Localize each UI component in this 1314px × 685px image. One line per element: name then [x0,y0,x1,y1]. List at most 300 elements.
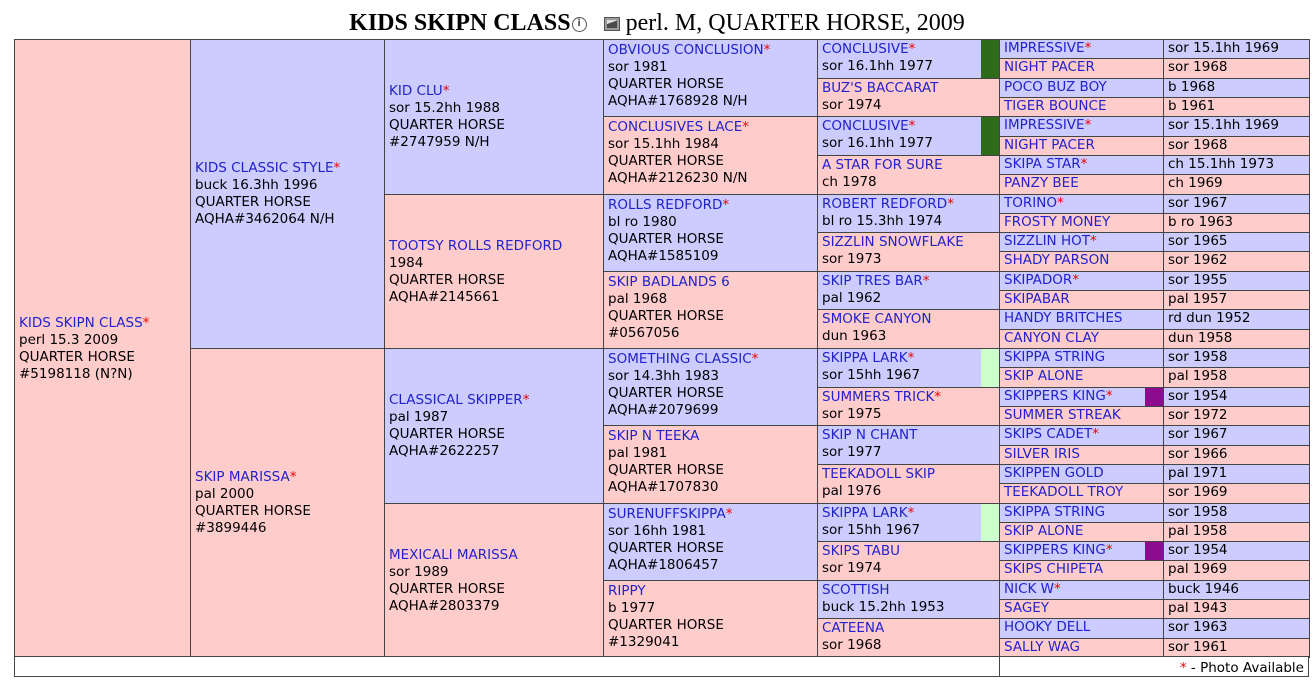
horse-name-line [1004,523,1159,540]
horse-name-link[interactable]: SURENUFFSKIPPA [608,506,726,522]
horse-details: perl. M, QUARTER HORSE, 2009 [625,10,965,36]
photo-available-star: * [142,314,150,331]
gen4-ancestor-cell [817,580,1000,619]
gen5-ancestor-info-cell: sor 1962 [1163,251,1310,272]
horse-name-link[interactable]: SMOKE CANYON [822,311,932,327]
grandparent-cell [384,503,604,658]
photo-available-star: * [934,389,942,405]
horse-name-line [1004,117,1159,134]
horse-name-link[interactable]: IMPRESSIVE [1004,40,1085,56]
gen5-ancestor-name-cell [999,271,1164,291]
horse-name-link[interactable]: CANYON CLAY [1004,330,1099,346]
horse-name-line [822,543,995,560]
gen5-ancestor-info-cell: ch 1969 [1163,174,1310,195]
photo-available-star: * [1105,542,1113,558]
horse-name-link[interactable]: SKIPPEN GOLD [1004,465,1104,481]
gen4-ancestor-cell [817,309,1000,349]
horse-name-line [608,351,813,368]
gen5-ancestor-info-cell: sor 1969 [1163,483,1310,504]
gen4-ancestor-cell [817,78,1000,117]
horse-detail-line: #3899446 [195,520,267,536]
gen4-ancestor-cell [817,541,1000,581]
gen5-ancestor-info-cell: sor 1967 [1163,194,1310,214]
horse-detail-line: pal 1976 [822,483,882,499]
horse-name-line [1004,368,1159,385]
photo-available-star: * [1089,233,1097,249]
photo-available-star: * [742,119,750,135]
sire-cell [190,39,385,349]
gen5-ancestor-name-cell [999,580,1164,600]
color-swatch [1145,542,1163,560]
gen5-ancestor-name-cell [999,599,1164,619]
horse-detail-line: QUARTER HORSE [389,426,505,442]
gen5-ancestor-info-cell: pal 1958 [1163,367,1310,388]
horse-name-line [1004,465,1159,482]
photo-available-star: * [751,351,759,367]
color-swatch [981,349,999,387]
gen4-ancestor-cell [817,464,1000,504]
horse-detail-line: QUARTER HORSE [389,580,505,597]
gen5-ancestor-name-cell [999,425,1164,446]
gen5-ancestor-info-cell: b 1961 [1163,97,1310,117]
info-icon[interactable]: i [572,17,587,32]
horse-name-line [1004,59,1159,76]
horse-detail-line: QUARTER HORSE [608,231,724,247]
horse-name-link[interactable]: SKIPADOR [1004,272,1073,288]
horse-name-line [608,197,813,214]
gen5-ancestor-info-cell: b 1968 [1163,78,1310,98]
gen5-ancestor-info-cell: sor 1966 [1163,445,1310,465]
horse-name-link[interactable]: BUZ'S BACCARAT [822,80,939,96]
horse-detail-line: QUARTER HORSE [195,194,311,210]
gen5-ancestor-name-cell [999,522,1164,542]
grandparent-cell [384,39,604,195]
horse-detail-line: AQHA#1806457 [608,557,719,573]
horse-detail-line: AQHA#2145661 [389,288,500,305]
photo-available-star: * [1084,117,1092,133]
color-swatch [981,117,999,155]
horse-name-link[interactable]: KIDS SKIPN CLASS [19,314,143,331]
gen5-ancestor-info-cell: sor 1967 [1163,425,1310,446]
horse-detail-line: AQHA#2622257 [389,443,500,459]
horse-detail-line: pal 2000 [195,486,255,502]
horse-name-line [1004,542,1159,559]
horse-name-line [822,118,995,135]
horse-name-line [1004,195,1159,212]
great-grandparent-cell [603,194,818,272]
horse-detail-line: QUARTER HORSE [608,462,724,478]
horse-name-link[interactable]: TOOTSY ROLLS REDFORD [389,237,563,254]
horse-name-link[interactable]: SIZZLIN HOT [1004,233,1090,249]
photo-available-star: * [763,42,771,58]
horse-detail-line: sor 15hh 1967 [822,367,921,383]
gen5-ancestor-name-cell [999,618,1164,639]
photo-available-star: * [1054,581,1061,597]
horse-detail-line: #0567056 [608,325,680,341]
photo-available-star: * [333,160,341,176]
horse-detail-line: QUARTER HORSE [608,617,724,633]
horse-detail-line: bl ro 15.3hh 1974 [822,213,943,229]
horse-name-link[interactable]: OBVIOUS CONCLUSION [608,42,764,58]
horse-name-link[interactable]: SKIPPA STRING [1004,349,1106,365]
horse-name-link[interactable]: TORINO [1004,195,1057,211]
great-grandparent-cell [603,425,818,504]
photo-available-star: * [907,505,915,521]
horse-name-line [822,273,995,290]
horse-name-line [1004,310,1159,327]
gen5-ancestor-name-cell [999,406,1164,426]
horse-name-link[interactable]: ROBERT REDFORD [822,196,948,212]
horse-name-link[interactable]: SKIP TRES BAR [822,273,923,289]
horse-detail-line: sor 1989 [389,563,449,580]
horse-detail-line: pal 1987 [389,409,449,425]
gen5-ancestor-info-cell: sor 1958 [1163,503,1310,523]
horse-name-link[interactable]: CATEENA [822,620,885,636]
horse-detail-line: AQHA#2079699 [608,402,719,418]
horse-name-line [822,582,995,599]
horse-detail-line: perl 15.3 2009 [19,331,119,348]
photo-available-star: * [947,196,954,212]
gen5-ancestor-name-cell [999,116,1164,137]
gen4-ancestor-cell [817,618,1000,658]
horse-detail-line: QUARTER HORSE [19,348,135,365]
horse-name-link[interactable]: SKIP N CHANT [822,427,918,443]
horse-name-line [1004,561,1159,578]
horse-detail-line: pal 1962 [822,290,882,306]
horse-detail-line: AQHA#1707830 [608,479,719,495]
horse-name-link[interactable]: SKIPABAR [1004,291,1070,307]
horse-name-link[interactable]: IMPRESSIVE [1004,117,1085,133]
horse-name-line [822,41,995,58]
gen4-ancestor-cell [817,348,1000,388]
horse-detail-line: sor 1977 [822,444,882,460]
horse-name-link[interactable]: NIGHT PACER [1004,59,1095,75]
horse-name-link[interactable]: KID CLU [389,83,443,99]
gen5-ancestor-info-cell: pal 1957 [1163,290,1310,310]
gen5-ancestor-name-cell [999,348,1164,368]
gen4-ancestor-cell [817,39,1000,79]
photo-legend [1180,660,1304,676]
horse-detail-line: AQHA#1768928 N/H [608,93,748,109]
horse-detail-line: sor 15.1hh 1984 [608,136,719,152]
great-grandparent-cell [603,503,818,581]
photo-available-star: * [908,118,916,134]
horse-detail-line: sor 1974 [822,560,882,576]
horse-name-link[interactable]: POCO BUZ BOY [1004,79,1107,95]
great-grandparent-cell [603,580,818,658]
gen5-ancestor-info-cell: pal 1943 [1163,599,1310,619]
gen5-ancestor-info-cell: sor 1965 [1163,232,1310,252]
horse-detail-line: AQHA#2126230 N/N [608,170,748,186]
horse-detail-line: bl ro 1980 [608,214,677,230]
gen5-ancestor-name-cell [999,97,1164,117]
gen4-ancestor-cell [817,271,1000,310]
color-swatch [981,40,999,78]
horse-name-line [822,311,995,328]
horse-name-line [1004,291,1159,308]
horse-detail-line: b 1977 [608,600,656,616]
gen5-ancestor-info-cell: sor 1963 [1163,618,1310,639]
horse-detail-line: QUARTER HORSE [608,153,724,169]
horse-detail-line: sor 15hh 1967 [822,522,921,538]
horse-name-link[interactable]: NIGHT PACER [1004,137,1095,153]
horse-name-link[interactable]: SILVER IRIS [1004,446,1080,462]
horse-detail-line: QUARTER HORSE [389,117,505,133]
horse-detail-line: buck 16.3hh 1996 [195,177,318,193]
grandparent-cell [384,194,604,349]
horse-name-link[interactable]: CONCLUSIVES LACE [608,119,743,135]
gen5-ancestor-info-cell: buck 1946 [1163,580,1310,600]
photo-available-star: * [1072,272,1080,288]
horse-name-line [608,428,813,445]
horse-detail-line: sor 16.1hh 1977 [822,58,933,74]
horse-name-link[interactable]: SKIP ALONE [1004,368,1084,384]
horse-name-link[interactable]: SKIP N TEEKA [608,428,700,444]
horse-name-line [1004,581,1159,598]
horse-name-link[interactable]: SKIPA STAR [1004,156,1081,172]
gen5-ancestor-info-cell: pal 1969 [1163,560,1310,581]
gen5-ancestor-info-cell: sor 1954 [1163,541,1310,561]
horse-name-line [822,196,995,213]
horse-name-line [822,620,995,637]
gen5-ancestor-name-cell [999,39,1164,59]
gen4-ancestor-cell [817,155,1000,195]
horse-detail-line: ch 1978 [822,174,877,190]
horse-name-title: KIDS SKIPN CLASS [349,10,571,36]
horse-name-link[interactable]: SKIP BADLANDS 6 [608,274,730,290]
photo-available-star: * [442,83,450,99]
legend-star: * [1179,660,1187,676]
horse-name-line [1004,484,1159,501]
horse-detail-line: #1329041 [608,634,680,650]
horse-detail-line: pal 1968 [608,291,668,307]
page-title [0,8,1314,38]
horse-name-link[interactable]: SKIPS CHIPETA [1004,561,1104,577]
color-swatch [1145,388,1163,406]
horse-name-link[interactable]: SKIPPA LARK [822,505,908,521]
horse-name-link[interactable]: SKIP MARISSA [195,469,290,485]
horse-name-link[interactable]: SKIPS TABU [822,543,900,559]
horse-detail-line: QUARTER HORSE [608,308,724,324]
horse-name-line [389,392,599,409]
gen5-ancestor-info-cell: pal 1971 [1163,464,1310,484]
subject-horse-cell [14,39,191,658]
horse-name-link[interactable]: KIDS CLASSIC STYLE [195,160,334,176]
horse-detail-line: #5198118 (N?N) [19,365,133,382]
gen5-ancestor-name-cell [999,213,1164,233]
gen4-ancestor-cell [817,425,1000,465]
horse-name-link[interactable]: SKIPPA LARK [822,350,908,366]
horse-name-line [608,274,813,291]
horse-name-link[interactable]: MEXICALI MARISSA [389,546,518,563]
horse-name-line [822,350,995,367]
horse-name-line [822,389,995,406]
gen5-ancestor-info-cell: sor 15.1hh 1969 [1163,39,1310,59]
photo-available-star: * [725,506,733,522]
horse-name-line [389,547,599,564]
horse-detail-line: QUARTER HORSE [195,503,311,519]
horse-name-link[interactable]: SALLY WAG [1004,639,1080,655]
gen5-ancestor-info-cell: sor 1972 [1163,406,1310,426]
horse-name-link[interactable]: SKIPS CADET [1004,426,1093,442]
color-swatch [981,504,999,541]
horse-name-line [1004,252,1159,269]
horse-detail-line: QUARTER HORSE [608,385,724,401]
horse-detail-line: buck 15.2hh 1953 [822,599,945,615]
gen5-ancestor-name-cell [999,445,1164,465]
horse-name-link[interactable]: TEEKADOLL TROY [1004,484,1124,500]
gen4-ancestor-cell [817,503,1000,542]
gen5-ancestor-name-cell [999,309,1164,330]
horse-name-line [19,315,186,332]
horse-name-link[interactable]: SCOTTISH [822,582,890,598]
horse-detail-line: AQHA#3462064 N/H [195,211,335,227]
gen5-ancestor-name-cell [999,560,1164,581]
horse-name-link[interactable]: ROLLS REDFORD [608,197,723,213]
horse-name-link[interactable]: HOOKY DELL [1004,619,1091,635]
horse-detail-line: QUARTER HORSE [389,271,505,288]
horse-name-link[interactable]: SKIPPA STRING [1004,504,1106,520]
horse-detail-line: #2747959 N/H [389,134,490,150]
photo-available-star: * [289,469,297,485]
horse-detail-line: QUARTER HORSE [608,540,724,556]
horse-name-line [1004,175,1159,192]
photo-icon[interactable] [604,17,620,31]
gen5-ancestor-name-cell [999,638,1164,658]
gen4-ancestor-cell [817,194,1000,233]
horse-name-line [1004,98,1159,115]
horse-name-line [822,157,995,174]
horse-name-line [1004,79,1159,96]
horse-name-link[interactable]: PANZY BEE [1004,175,1079,191]
great-grandparent-cell [603,348,818,426]
gen4-ancestor-cell [817,232,1000,272]
horse-name-line [822,427,995,444]
great-grandparent-cell [603,39,818,117]
photo-available-star: * [922,273,930,289]
horse-name-link[interactable]: SIZZLIN SNOWFLAKE [822,234,964,250]
gen5-ancestor-info-cell: sor 1955 [1163,271,1310,291]
horse-name-link[interactable]: SKIPPERS KING [1004,388,1106,404]
horse-name-line [195,469,380,486]
grandparent-cell [384,348,604,504]
horse-detail-line: sor 16hh 1981 [608,523,707,539]
horse-name-link[interactable]: RIPPY [608,583,646,599]
horse-name-link[interactable]: SAGEY [1004,600,1050,616]
horse-name-line [1004,137,1159,154]
gen5-ancestor-info-cell: dun 1958 [1163,329,1310,349]
great-grandparent-cell [603,116,818,195]
gen5-ancestor-name-cell [999,232,1164,252]
horse-name-line [1004,40,1159,57]
gen5-ancestor-name-cell [999,155,1164,175]
gen5-ancestor-info-cell: b ro 1963 [1163,213,1310,233]
horse-name-link[interactable]: SOMETHING CLASSIC [608,351,752,367]
horse-detail-line: sor 1974 [822,97,882,113]
horse-name-link[interactable]: FROSTY MONEY [1004,214,1111,230]
horse-name-line [822,234,995,251]
horse-name-line [1004,504,1159,521]
gen5-ancestor-name-cell [999,290,1164,310]
horse-name-line [1004,446,1159,463]
photo-available-star: * [1056,195,1064,211]
gen5-ancestor-name-cell [999,483,1164,504]
photo-available-star: * [1105,388,1113,404]
horse-detail-line: AQHA#2803379 [389,597,500,614]
horse-name-link[interactable]: TEEKADOLL SKIP [822,466,936,482]
gen5-ancestor-name-cell [999,503,1164,523]
legend-text: - Photo Available [1186,660,1304,676]
horse-name-line [608,506,813,523]
horse-detail-line: QUARTER HORSE [608,76,724,92]
gen5-ancestor-name-cell [999,541,1164,561]
gen4-ancestor-cell [817,116,1000,156]
gen5-ancestor-info-cell: sor 15.1hh 1969 [1163,116,1310,137]
gen5-ancestor-info-cell: pal 1958 [1163,522,1310,542]
horse-name-line [608,42,813,59]
gen5-ancestor-name-cell [999,251,1164,272]
horse-name-link[interactable]: CONCLUSIVE [822,118,909,134]
photo-available-star: * [722,197,730,213]
horse-name-line [389,83,599,100]
photo-available-star: * [1080,156,1088,172]
great-grandparent-cell [603,271,818,349]
horse-name-line [1004,349,1159,366]
horse-name-line [1004,600,1159,617]
horse-name-line [1004,388,1159,405]
gen5-ancestor-name-cell [999,464,1164,484]
horse-name-line [608,583,813,600]
gen5-ancestor-name-cell [999,78,1164,98]
horse-name-line [195,160,380,177]
horse-name-line [389,238,599,255]
gen5-ancestor-name-cell [999,329,1164,349]
horse-name-link[interactable]: SUMMERS TRICK [822,389,935,405]
horse-name-link[interactable]: HANDY BRITCHES [1004,310,1123,326]
horse-detail-line: sor 16.1hh 1977 [822,135,933,151]
horse-name-link[interactable]: A STAR FOR SURE [822,157,943,173]
horse-name-line [1004,330,1159,347]
horse-name-link[interactable]: SKIP ALONE [1004,523,1084,539]
gen5-ancestor-info-cell: sor 1968 [1163,58,1310,79]
horse-name-link[interactable]: NICK W [1004,581,1054,597]
photo-available-star: * [907,350,915,366]
horse-name-link[interactable]: CONCLUSIVE [822,41,909,57]
pedigree-footer [14,656,1309,677]
horse-name-line [822,466,995,483]
horse-detail-line: dun 1963 [822,328,887,344]
gen5-ancestor-info-cell: rd dun 1952 [1163,309,1310,330]
horse-detail-line: AQHA#1585109 [608,248,719,264]
gen5-ancestor-name-cell [999,136,1164,156]
horse-name-link[interactable]: SUMMER STREAK [1004,407,1121,423]
horse-name-link[interactable]: CLASSICAL SKIPPER [389,392,523,408]
horse-name-link[interactable]: SKIPPERS KING [1004,542,1106,558]
horse-detail-line: sor 1968 [822,637,882,653]
horse-detail-line: sor 1981 [608,59,668,75]
horse-name-line [1004,619,1159,636]
gen5-ancestor-info-cell: ch 15.1hh 1973 [1163,155,1310,175]
horse-name-line [822,80,995,97]
horse-name-link[interactable]: SHADY PARSON [1004,252,1110,268]
horse-detail-line: pal 1981 [608,445,668,461]
gen5-ancestor-info-cell: sor 1958 [1163,348,1310,368]
horse-name-link[interactable]: TIGER BOUNCE [1004,98,1107,114]
dam-cell [190,348,385,658]
horse-name-line [1004,156,1159,173]
photo-available-star: * [522,392,530,408]
horse-name-line [1004,214,1159,231]
